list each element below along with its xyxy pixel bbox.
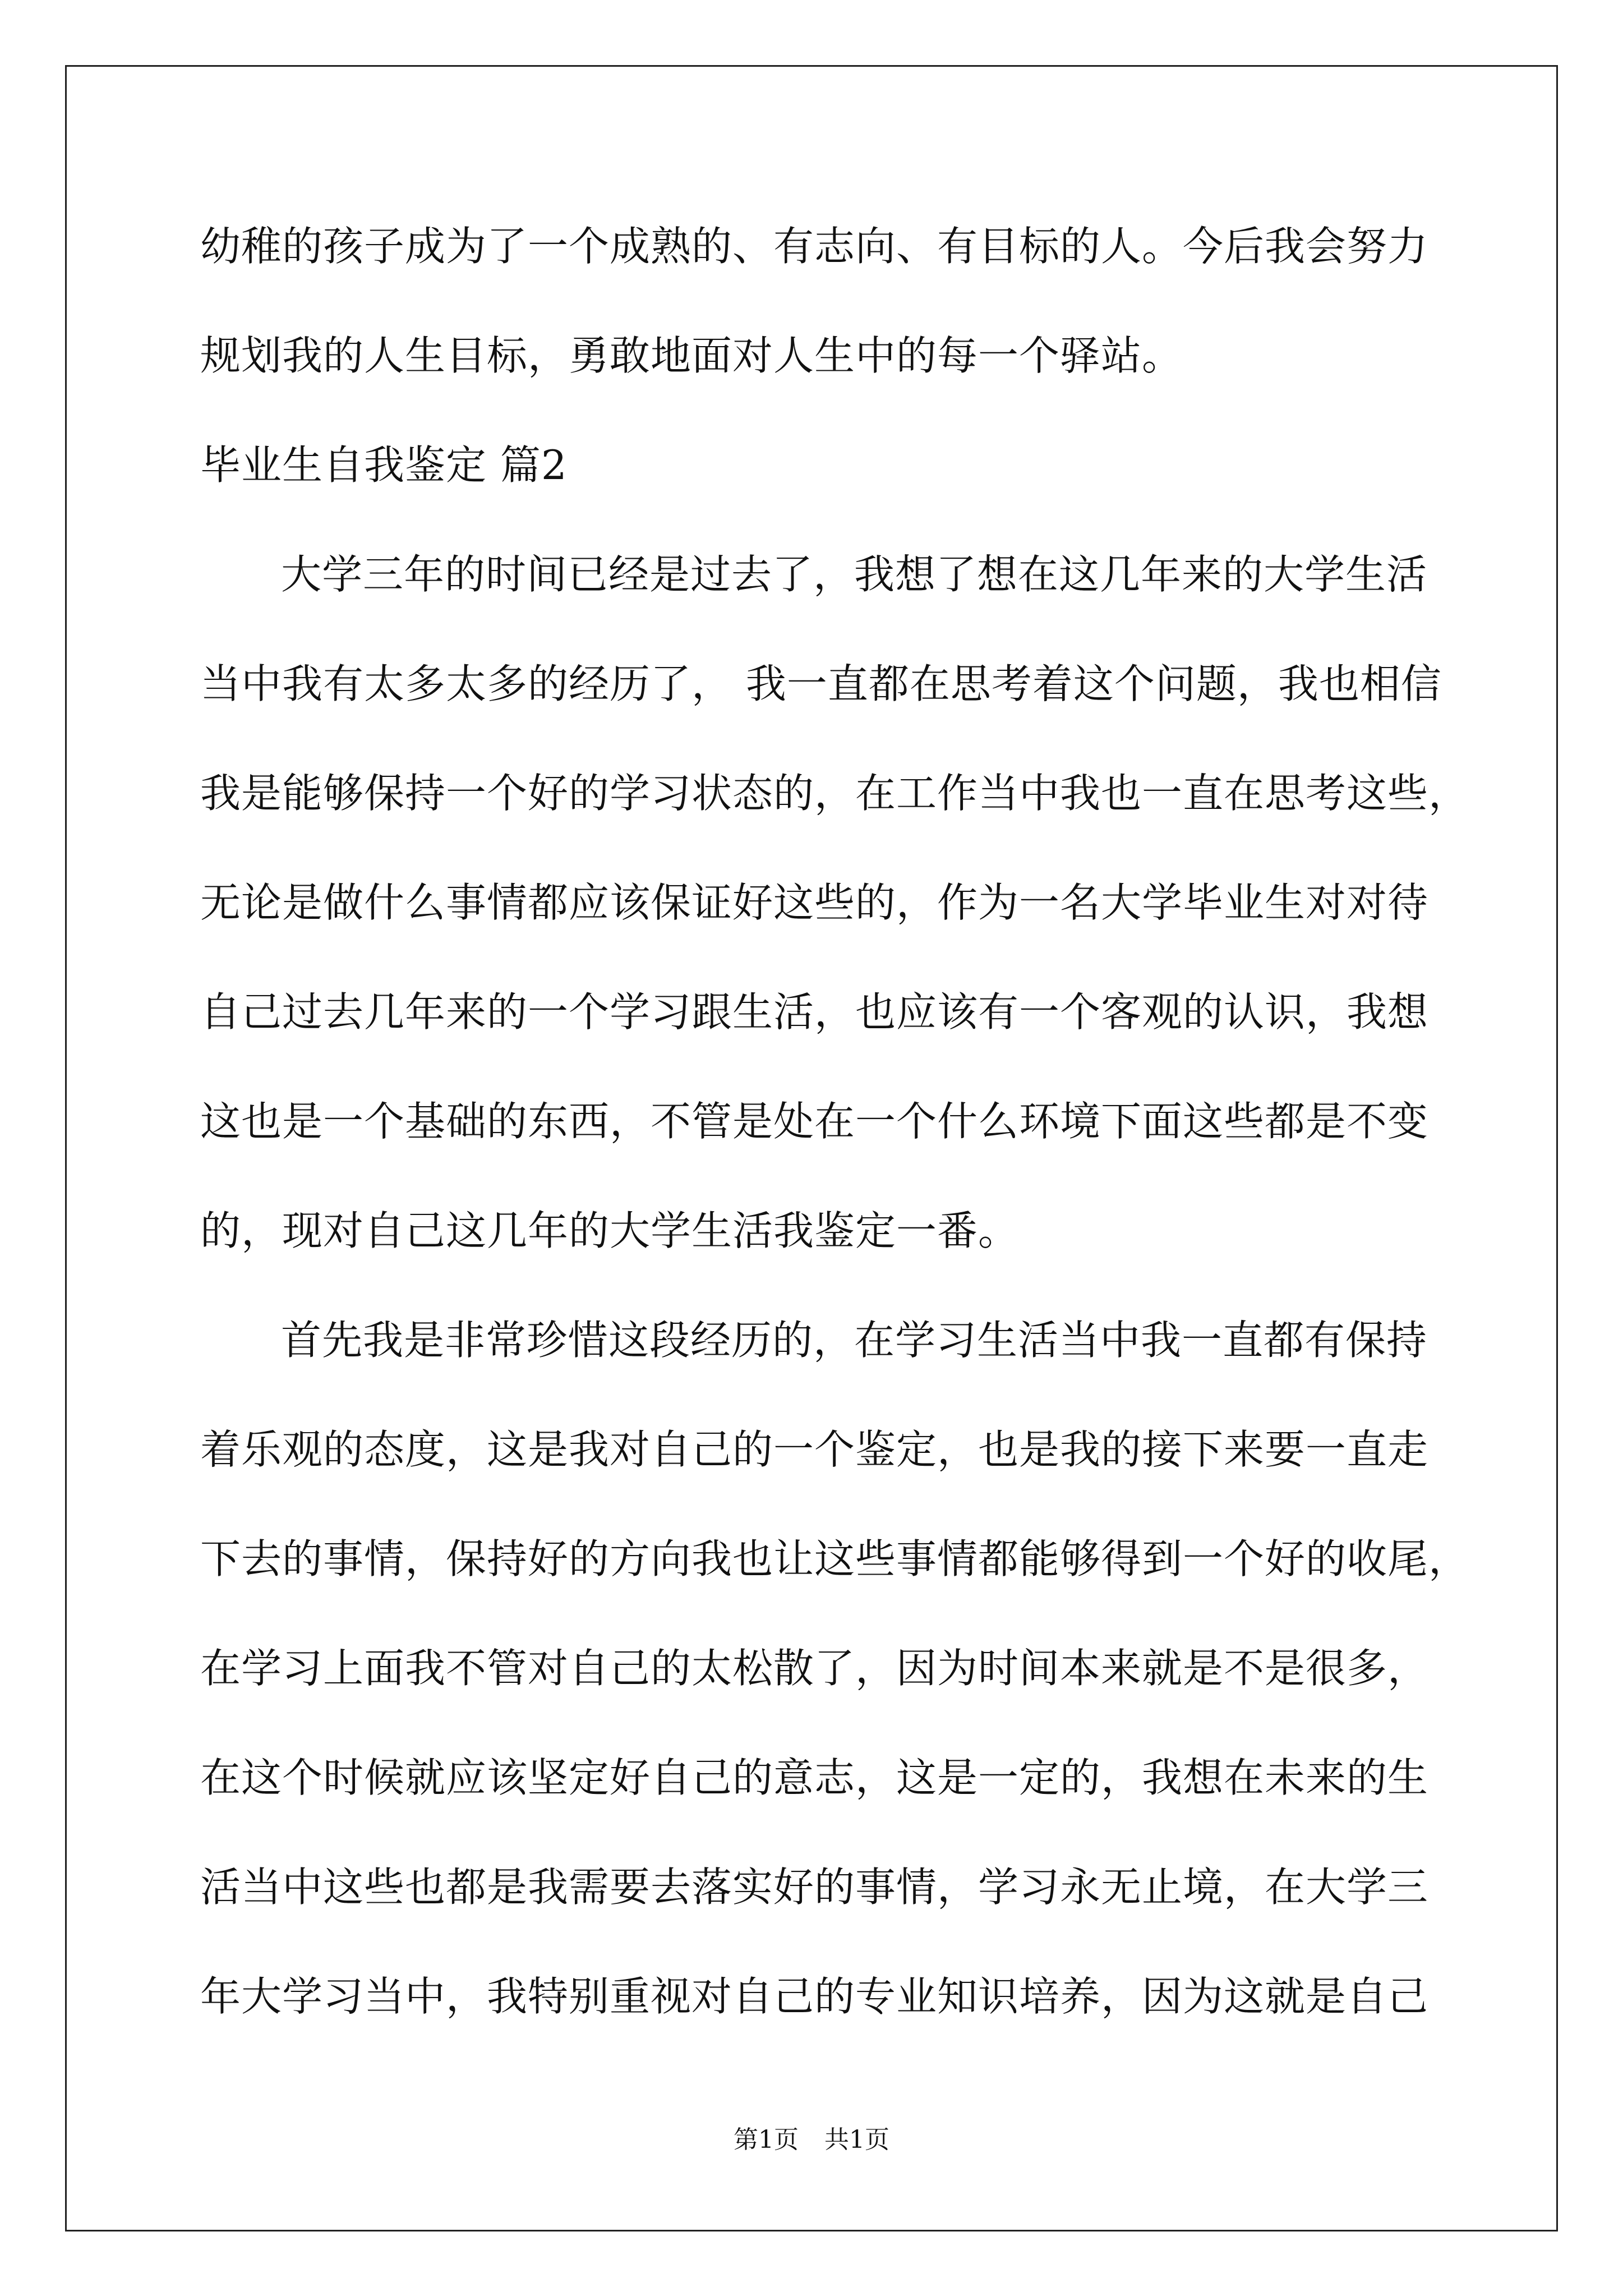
paragraph-start-line: 首先我是非常珍惜这段经历的，在学习生活当中我一直都有保持 (281, 1317, 1428, 1364)
text-line: 下去的事情，保持好的方向我也让这些事情都能够得到一个好的收尾， (200, 1535, 1470, 1582)
paragraph-start-line: 大学三年的时间已经是过去了，我想了想在这几年来的大学生活 (281, 551, 1428, 598)
text-line: 当中我有太多太多的经历了， 我一直都在思考着这个问题，我也相信 (200, 660, 1442, 707)
page-number-current: 第1页 (734, 2125, 799, 2154)
text-line: 规划我的人生目标，勇敢地面对人生中的每一个驿站。 (200, 332, 1183, 379)
page-number-total: 共1页 (824, 2125, 889, 2154)
text-line: 活当中这些也都是我需要去落实好的事情，学习永无止境，在大学三 (200, 1864, 1429, 1911)
text-line: 在学习上面我不管对自己的太松散了，因为时间本来就是不是很多， (200, 1645, 1429, 1692)
section-heading: 毕业生自我鉴定 篇2 (200, 441, 568, 489)
text-line: 着乐观的态度，这是我对自己的一个鉴定，也是我的接下来要一直走 (200, 1426, 1429, 1473)
text-line: 我是能够保持一个好的学习状态的，在工作当中我也一直在思考这些， (200, 770, 1470, 817)
text-line: 在这个时候就应该坚定好自己的意志，这是一定的，我想在未来的生 (200, 1754, 1429, 1801)
document-body (200, 213, 1470, 2073)
text-line: 自己过去几年来的一个学习跟生活，也应该有一个客观的认识，我想 (200, 988, 1429, 1036)
text-line: 年大学习当中，我特别重视对自己的专业知识培养，因为这就是自己 (200, 1973, 1429, 2020)
page-footer (0, 2123, 1623, 2157)
text-line: 的，现对自己这几年的大学生活我鉴定一番。 (200, 1207, 1020, 1254)
text-line: 这也是一个基础的东西，不管是处在一个什么环境下面这些都是不变 (200, 1098, 1429, 1145)
text-line: 无论是做什么事情都应该保证好这些的，作为一名大学毕业生对对待 (200, 879, 1429, 926)
text-line: 幼稚的孩子成为了一个成熟的、有志向、有目标的人。今后我会努力 (200, 223, 1429, 270)
